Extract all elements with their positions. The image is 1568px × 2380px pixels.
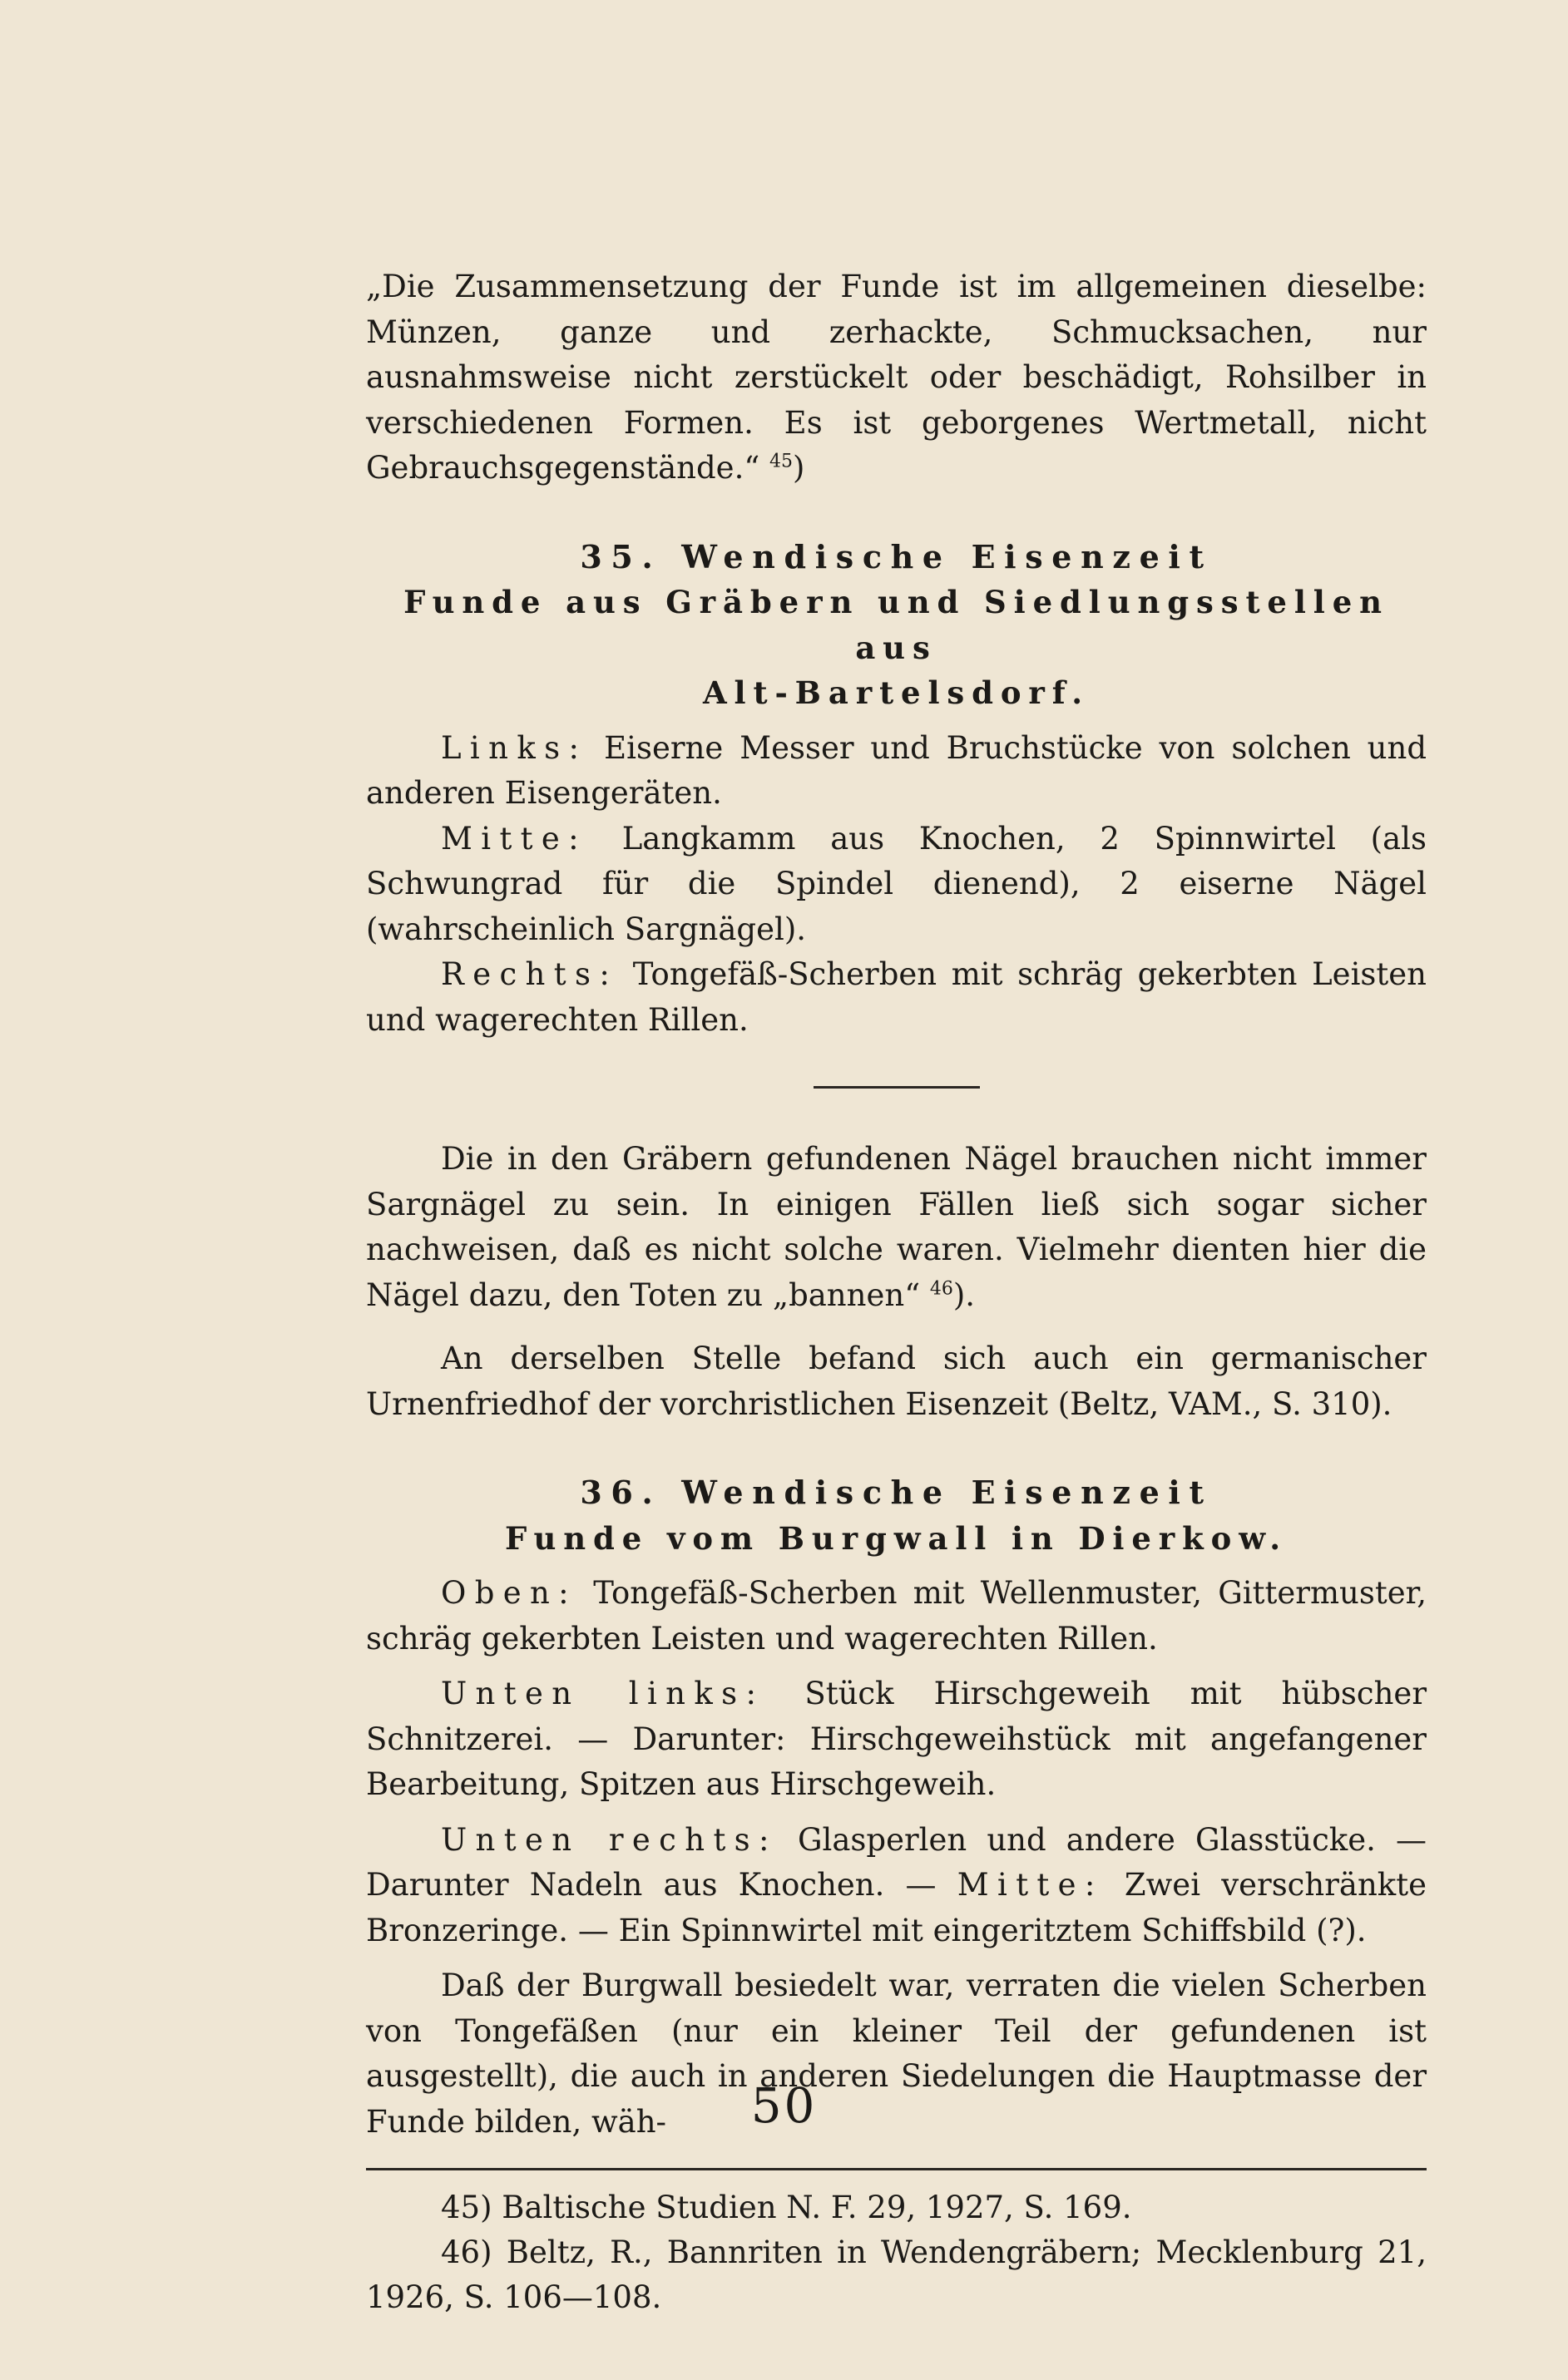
section-35-paragraph-2: An derselben Stelle befand sich auch ein germanischer Urnenfriedhof der vorchristlichen Eisenzeit (Beltz, VAM., S. 310). bbox=[366, 1341, 1427, 1422]
unten-links-text: Stück Hirschgeweih mit hübscher Schnitzerei. — Darunter: Hirschgeweihstück mit angefangener Bearbeitung, Spitzen aus Hirschgeweih. bbox=[366, 1676, 1427, 1802]
footnote-ref-45: 45 bbox=[769, 451, 794, 472]
unten-rechts-label: Unten rechts: bbox=[441, 1821, 778, 1858]
intro-quote: „Die Zusammensetzung der Funde ist im allgemeinen dieselbe: Münzen, ganze und zerhackte, Schmucksachen, nur ausnahmsweise nicht zerstückelt oder beschädigt, Rohsilber in verschiedenen Formen. Es ist geborgenes Wertmetall, nicht Gebrauchsgegenstände.“ $^{45}$) bbox=[366, 269, 1427, 486]
mitte-text-36: Zwei verschränkte Bronzeringe. — Ein Spinnwirtel mit eingeritztem Schiffsbild (?). bbox=[366, 1867, 1427, 1948]
text-column bbox=[366, 264, 1427, 2320]
rechts-label: Rechts: bbox=[441, 956, 619, 992]
paragraph-1-end: ). bbox=[952, 1276, 976, 1313]
section-36-subtitle: Funde vom Burgwall in Dierkow. bbox=[504, 1519, 1289, 1557]
section-35-paragraph-1 bbox=[366, 1137, 1427, 1318]
rechts-text: Tongefäß-Scherben mit schräg gekerbten Leisten und wagerechten Rillen. bbox=[366, 956, 1427, 1038]
section-35-subtitle-line2: Alt-Bartelsdorf. bbox=[702, 674, 1091, 711]
paragraph-1-text: Die in den Gräbern gefundenen Nägel brauchen nicht immer Sargnägel zu sein. In einigen Fällen ließ sich sogar sicher nachweisen, daß es nicht solche waren. Vielmehr dienten hier die Nägel dazu, den Toten zu „bannen“ bbox=[366, 1141, 1427, 1313]
oben-label: Oben: bbox=[441, 1575, 578, 1611]
oben-text: Tongefäß-Scherben mit Wellenmuster, Gittermuster, schräg gekerbten Leisten und wagerechten Rillen. bbox=[366, 1575, 1427, 1657]
intro-quote-text: „Die Zusammensetzung der Funde ist im allgemeinen dieselbe: Münzen, ganze und zerhackte, Schmucksachen, nur ausnahmsweise nicht zerstückelt oder beschädigt, Rohsilber in verschiedenen Formen. Es ist geborgenes Wertmetall, nicht Gebrauchsgegenstände.“ bbox=[366, 269, 1427, 486]
section-36-unten-links bbox=[366, 1671, 1427, 1808]
section-35-title: 35. Wendische Eisenzeit bbox=[580, 537, 1213, 575]
section-36-oben bbox=[366, 1571, 1427, 1662]
footnote-45: 45) Baltische Studien N. F. 29, 1927, S. 169. bbox=[441, 2190, 1132, 2225]
section-36-title: 36. Wendische Eisenzeit bbox=[580, 1474, 1213, 1511]
section-divider bbox=[814, 1086, 980, 1089]
section-35-subtitle-line1: Funde aus Gräbern und Siedlungsstellen aus bbox=[403, 584, 1389, 666]
section-36-paragraph-1: Daß der Burgwall besiedelt war, verraten die vielen Scherben von Tongefäßen (nur ein kleiner Teil der gefundenen ist ausgestellt), die auch in anderen Siedelungen die Hauptmasse der Funde bilden, wäh- bbox=[366, 1968, 1427, 2140]
footnote-rule bbox=[366, 2168, 1427, 2170]
section-36-unten-rechts bbox=[366, 1818, 1427, 1954]
section-35-rechts bbox=[366, 952, 1427, 1043]
unten-rechts-text: Glasperlen und andere Glasstücke. — Darunter Nadeln aus Knochen. — bbox=[366, 1821, 1427, 1903]
footnote-46: 46) Beltz, R., Bannriten in Wendengräbern; Mecklenburg 21, 1926, S. 106—108. bbox=[366, 2234, 1427, 2315]
links-label: Links: bbox=[441, 729, 588, 766]
section-35-links bbox=[366, 726, 1427, 817]
page-number: 50 bbox=[750, 2077, 818, 2134]
footnote-ref-46: 46 bbox=[929, 1278, 953, 1300]
unten-links-label: Unten links: bbox=[441, 1676, 765, 1711]
mitte-label-36: Mitte: bbox=[957, 1867, 1104, 1903]
mitte-text: Langkamm aus Knochen, 2 Spinnwirtel (als Schwungrad für die Spindel dienend), 2 eiserne Nägel (wahrscheinlich Sargnägel). bbox=[366, 820, 1427, 947]
mitte-label: Mitte: bbox=[441, 820, 587, 857]
section-35-mitte bbox=[366, 817, 1427, 953]
links-text: Eiserne Messer und Bruchstücke von solchen und anderen Eisengeräten. bbox=[366, 729, 1427, 811]
